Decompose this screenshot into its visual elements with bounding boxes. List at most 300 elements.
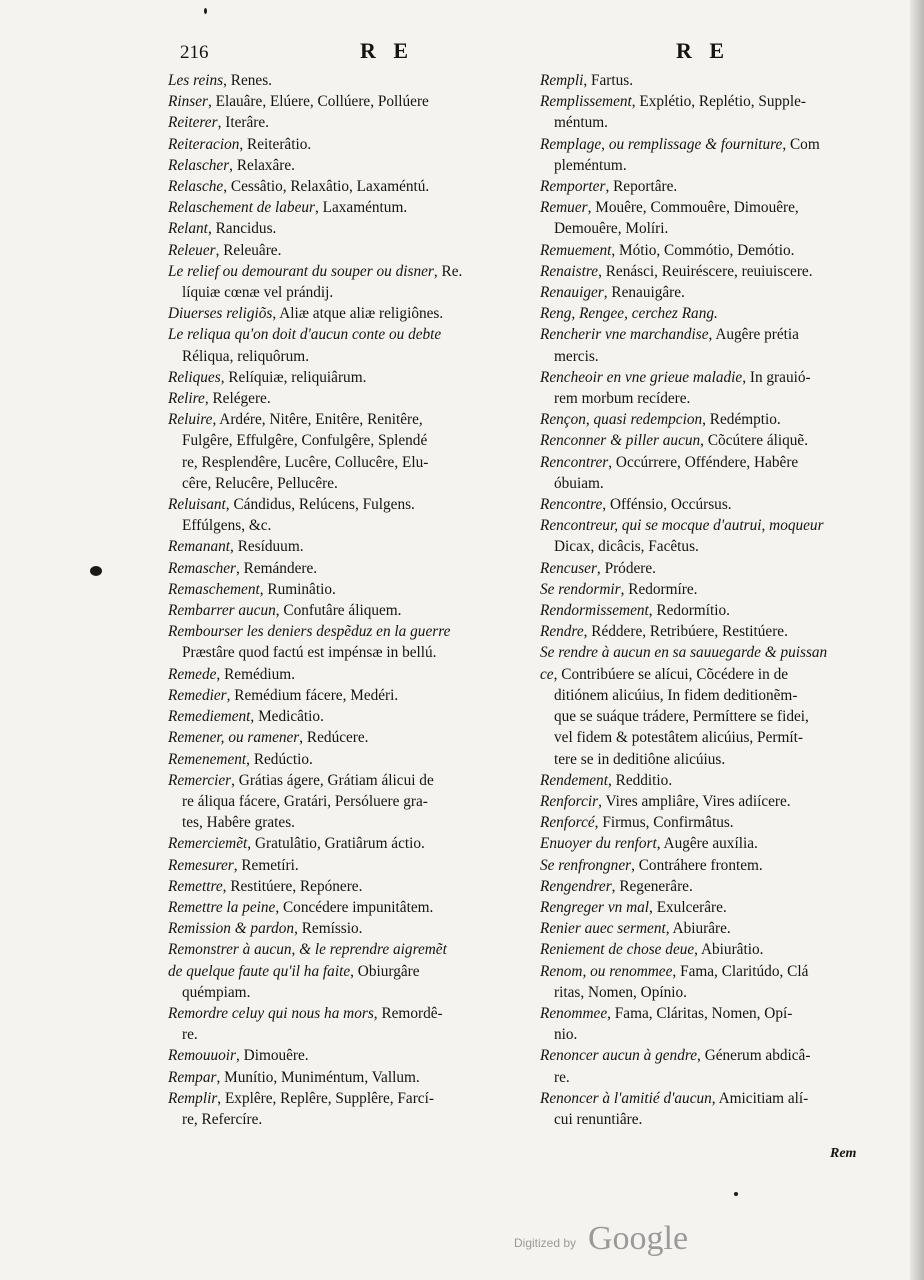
- separator: ,: [230, 538, 238, 556]
- separator: ,: [602, 496, 610, 514]
- dictionary-line: [168, 346, 524, 367]
- dictionary-line: [540, 155, 872, 176]
- headword: Remanant: [168, 538, 231, 556]
- headword: Rendre: [540, 623, 584, 641]
- separator: ,: [247, 835, 255, 853]
- dictionary-line: [540, 494, 872, 515]
- separator: ,: [350, 962, 358, 980]
- translation: Remíssio.: [301, 920, 363, 938]
- headword: Rembarrer aucun: [168, 602, 276, 620]
- headword: Rengreger vn mal: [540, 898, 650, 916]
- headword: Rencuser: [540, 559, 597, 577]
- translation: Remordê-: [381, 1004, 443, 1022]
- translation: Fama, Cláritas, Nomen, Opí-: [614, 1004, 793, 1022]
- translation: Laxaméntum.: [322, 199, 408, 217]
- headword: Releuer: [168, 241, 216, 259]
- dictionary-line: [168, 579, 524, 600]
- dictionary-line: [168, 452, 524, 473]
- headword: Renoncer à l'amitié d'aucun: [540, 1089, 712, 1107]
- headword: Se renfrongner: [540, 856, 632, 874]
- translation: re.: [554, 1068, 570, 1086]
- dictionary-line: [540, 134, 872, 155]
- dictionary-line: [168, 1045, 524, 1066]
- translation: Munítio, Muniméntum, Vallum.: [224, 1068, 420, 1086]
- dictionary-line: [540, 430, 872, 451]
- dictionary-line: [540, 918, 872, 939]
- translation: Réddere, Retribúere, Restitúere.: [591, 623, 788, 641]
- running-head-left: R E: [360, 38, 415, 63]
- separator: ,: [226, 686, 235, 704]
- translation: re áliqua fácere, Gratári, Persóluere gra-: [182, 792, 428, 810]
- separator: ,: [742, 368, 750, 386]
- translation: Resíduum.: [237, 538, 304, 556]
- translation: Redormítio.: [656, 602, 730, 620]
- translation: ditiónem alicúius, In fidem deditionẽm-: [554, 686, 798, 704]
- translation: Explêre, Replêre, Supplêre, Farcí-: [224, 1089, 434, 1107]
- separator: ,: [648, 602, 657, 620]
- translation: Iterâre.: [225, 114, 269, 132]
- headword: Rempli: [540, 72, 584, 89]
- separator: ,: [215, 241, 224, 259]
- dictionary-line: [540, 261, 872, 282]
- separator: ,: [611, 877, 620, 895]
- separator: ,: [708, 326, 716, 344]
- translation: Relíquiæ, reliquiârum.: [228, 368, 367, 386]
- dictionary-line: [168, 1109, 524, 1130]
- translation: Releuâre.: [223, 241, 282, 259]
- translation: tere se in deditiône alicúius.: [554, 750, 726, 768]
- dictionary-line: [168, 939, 524, 960]
- dictionary-line: [168, 876, 524, 897]
- dictionary-line: [540, 812, 872, 833]
- headword: Renom, ou renommee: [540, 962, 673, 980]
- translation: cêre, Relucêre, Pellucêre.: [182, 474, 338, 492]
- translation: ritas, Nomen, Opínio.: [554, 983, 687, 1001]
- separator: ,: [607, 1004, 615, 1022]
- dictionary-line: [540, 70, 872, 91]
- translation: Ruminâtio.: [267, 580, 336, 598]
- translation: méntum.: [554, 114, 608, 132]
- translation: Concédere impunitâtem.: [282, 898, 434, 916]
- translation: Mouêre, Commouêre, Dimouêre,: [595, 199, 799, 217]
- dictionary-line: [540, 749, 872, 770]
- dictionary-line: [540, 791, 872, 812]
- headword: Reng, Rengee, cerchez Rang.: [540, 305, 718, 323]
- separator: ,: [235, 1047, 244, 1065]
- digitized-label: Digitized by: [514, 1236, 577, 1250]
- dictionary-line: [540, 1024, 872, 1045]
- separator: ,: [233, 856, 242, 874]
- separator: ,: [294, 920, 302, 938]
- translation: re.: [182, 1026, 198, 1044]
- translation: Renes.: [230, 72, 272, 89]
- translation: Relégere.: [212, 390, 271, 408]
- headword: Remuer: [540, 199, 588, 217]
- translation: Rancidus.: [215, 220, 277, 238]
- separator: ,: [207, 93, 216, 111]
- separator: ,: [631, 856, 639, 874]
- headword: Rencherir vne marchandise: [540, 326, 709, 344]
- dictionary-line: [168, 261, 524, 282]
- dictionary-line: [540, 939, 872, 960]
- dictionary-line: [168, 155, 524, 176]
- dictionary-line: [540, 664, 872, 685]
- translation: re, Refercíre.: [182, 1110, 263, 1128]
- separator: ,: [608, 453, 616, 471]
- headword: Remascher: [168, 559, 236, 577]
- separator: ,: [231, 771, 239, 789]
- dictionary-line: [540, 515, 872, 536]
- translation: Regenerâre.: [619, 877, 693, 895]
- separator: ,: [246, 750, 254, 768]
- translation: Génerum abdicâ-: [704, 1047, 811, 1065]
- dictionary-line: [540, 388, 872, 409]
- headword: Remplissement: [540, 93, 632, 111]
- dictionary-line: [168, 197, 524, 218]
- separator: ,: [229, 156, 237, 174]
- translation: que se suáque trádere, Permíttere se fidei,: [554, 708, 809, 726]
- dictionary-line: [540, 346, 872, 367]
- translation: mercis.: [554, 347, 599, 365]
- separator: ,: [700, 432, 708, 450]
- dictionary-line: [540, 579, 872, 600]
- separator: ,: [697, 1047, 705, 1065]
- dictionary-line: [168, 1067, 524, 1088]
- translation: Remetíri.: [241, 856, 299, 874]
- dictionary-line: [540, 1109, 872, 1130]
- dictionary-line: [168, 833, 524, 854]
- separator: ,: [299, 729, 307, 747]
- dictionary-line: [168, 134, 524, 155]
- digitized-brand: Google: [588, 1220, 689, 1257]
- dictionary-line: [540, 897, 872, 918]
- dictionary-line: [540, 855, 872, 876]
- headword: Remordre celuy qui nous ha mors: [168, 1004, 374, 1022]
- dictionary-line: [540, 727, 872, 748]
- dictionary-line: [540, 324, 872, 345]
- separator: ,: [216, 1068, 225, 1086]
- translation: Præstâre quod factú est impénsæ in bellú.: [182, 644, 437, 662]
- translation: Effúlgens, &c.: [182, 517, 272, 535]
- separator: ,: [603, 284, 612, 302]
- translation: óbuiam.: [554, 474, 604, 492]
- left-column: [168, 70, 524, 1130]
- dictionary-line: [168, 642, 524, 663]
- separator: ,: [235, 559, 244, 577]
- translation: Grátias ágere, Grátiam álicui de: [238, 771, 434, 789]
- headword: Remission & pardon: [168, 920, 295, 938]
- translation: Ardére, Nitêre, Enitêre, Renitêre,: [219, 411, 423, 429]
- translation: Remédium.: [224, 665, 296, 683]
- translation: Renauigâre.: [611, 284, 685, 302]
- dictionary-line: [168, 685, 524, 706]
- headword: Renconner & piller aucun: [540, 432, 701, 450]
- dictionary-line: [168, 282, 524, 303]
- translation: Reiterâtio.: [247, 135, 312, 153]
- headword: Rengendrer: [540, 877, 612, 895]
- dictionary-line: [540, 240, 872, 261]
- translation: Restitúere, Repónere.: [230, 877, 363, 895]
- dictionary-line: [168, 558, 524, 579]
- dictionary-line: [540, 558, 872, 579]
- translation: vel fidem & potestâtem alicúius, Permít-: [554, 729, 803, 747]
- separator: ,: [665, 920, 673, 938]
- headword: Remenement: [168, 750, 247, 768]
- translation: In grauió-: [749, 368, 811, 386]
- translation: Redúcere.: [306, 729, 369, 747]
- translation: Obiurgâre: [357, 962, 420, 980]
- headword: Rinser: [168, 93, 208, 111]
- right-column: [540, 70, 872, 1130]
- separator: ,: [373, 1004, 382, 1022]
- translation: Redditio.: [615, 771, 673, 789]
- separator: ,: [212, 411, 220, 429]
- separator: ,: [217, 1089, 225, 1107]
- dictionary-line: [540, 1045, 872, 1066]
- dictionary-line: [168, 240, 524, 261]
- separator: ,: [275, 898, 283, 916]
- dictionary-line: [168, 961, 524, 982]
- translation: Fama, Claritúdo, Clá: [680, 962, 809, 980]
- dictionary-line: [168, 897, 524, 918]
- headword: Remouuoir: [168, 1047, 236, 1065]
- translation: Offénsio, Occúrsus.: [609, 496, 732, 514]
- separator: ,: [272, 305, 280, 323]
- headword: Reniement de chose deue: [540, 941, 695, 959]
- ink-speck: [204, 8, 207, 14]
- separator: ,: [220, 368, 229, 386]
- dictionary-line: [168, 621, 524, 642]
- separator: ,: [605, 178, 614, 196]
- translation: Fartus.: [591, 72, 634, 89]
- separator: ,: [314, 199, 323, 217]
- separator: ,: [656, 835, 664, 853]
- translation: Amicitiam alí-: [718, 1089, 809, 1107]
- headword: Rencheoir en vne grieue maladie: [540, 368, 743, 386]
- translation: Pródere.: [604, 559, 656, 577]
- dictionary-line: [540, 91, 872, 112]
- translation: Firmus, Confirmâtus.: [602, 814, 734, 832]
- translation: Vires ampliâre, Vires adiícere.: [605, 792, 791, 810]
- headword: Rembourser les deniers despẽduz en la guerre: [168, 623, 451, 641]
- separator: ,: [216, 665, 225, 683]
- headword: Le reliqua qu'on doit d'aucun conte ou debte: [168, 326, 442, 344]
- separator: ,: [259, 580, 268, 598]
- dictionary-line: [540, 600, 872, 621]
- dictionary-line: [540, 303, 872, 324]
- dictionary-line: [168, 324, 524, 345]
- translation: rem morbum recídere.: [554, 390, 691, 408]
- translation: Remándere.: [243, 559, 318, 577]
- headword: Diuerses religiõs: [168, 305, 273, 323]
- separator: ,: [207, 220, 216, 238]
- separator: ,: [553, 665, 562, 683]
- dictionary-line: [540, 642, 872, 663]
- headword: Renforcé: [540, 814, 595, 832]
- dictionary-line: [168, 855, 524, 876]
- headword: Se rendre à aucun en sa sauuegarde & puissan: [540, 644, 828, 662]
- separator: ,: [649, 898, 657, 916]
- translation: Exulcerâre.: [656, 898, 727, 916]
- translation: Com: [789, 135, 820, 153]
- headword: Remesurer: [168, 856, 234, 874]
- dictionary-line: [168, 982, 524, 1003]
- headword: Renaistre: [540, 262, 599, 280]
- dictionary-line: [168, 791, 524, 812]
- separator: ,: [223, 178, 231, 196]
- dictionary-line: [540, 1067, 872, 1088]
- page-edge: [910, 0, 924, 1280]
- page-header: [0, 36, 924, 70]
- dictionary-line: [168, 515, 524, 536]
- separator: ,: [594, 814, 603, 832]
- page-number: 216: [180, 42, 209, 63]
- ink-blot: [90, 566, 102, 576]
- translation: líquiæ cœnæ vel prándij.: [182, 284, 334, 302]
- headword: Remonstrer à aucun, & le reprendre aigremẽt: [168, 941, 447, 959]
- translation: Cándidus, Relúcens, Fulgens.: [233, 496, 415, 514]
- translation: Abiurâtio.: [700, 941, 764, 959]
- dictionary-line: [168, 91, 524, 112]
- headword: Rençon, quasi redempcion: [540, 411, 703, 429]
- headword: Rencontrer: [540, 453, 609, 471]
- headword: Relasche: [168, 178, 224, 196]
- translation: Dicax, dicâcis, Facêtus.: [554, 538, 699, 556]
- headword: Relant: [168, 220, 208, 238]
- separator: ,: [223, 72, 231, 89]
- translation: Fulgêre, Effulgêre, Confulgêre, Splendé: [182, 432, 428, 450]
- dictionary-line: [540, 409, 872, 430]
- dictionary-line: [168, 176, 524, 197]
- dictionary-line: [540, 982, 872, 1003]
- translation: Abiurâre.: [672, 920, 731, 938]
- dictionary-line: [540, 112, 872, 133]
- separator: ,: [782, 135, 790, 153]
- dictionary-line: [168, 494, 524, 515]
- headword: Remercier: [168, 771, 232, 789]
- dictionary-line: [168, 70, 524, 91]
- separator: ,: [250, 708, 259, 726]
- dictionary-line: [168, 112, 524, 133]
- separator: ,: [596, 559, 605, 577]
- separator: ,: [239, 135, 248, 153]
- headword: Remerciemẽt: [168, 835, 248, 853]
- headword: Renommee: [540, 1004, 608, 1022]
- translation: Renásci, Reuiréscere, reuiuiscere.: [605, 262, 813, 280]
- separator: ,: [275, 602, 284, 620]
- translation: Mótio, Commótio, Demótio.: [619, 241, 795, 259]
- dictionary-line: [168, 600, 524, 621]
- dictionary-line: [540, 1088, 872, 1109]
- headword: Enuoyer du renfort: [540, 835, 657, 853]
- separator: ,: [598, 262, 606, 280]
- headword: Rendement: [540, 771, 608, 789]
- headword: Reiteracion: [168, 135, 240, 153]
- headword: Rencontre: [540, 496, 603, 514]
- translation: re, Resplendêre, Lucêre, Collucêre, Elu-: [182, 453, 429, 471]
- translation: Réliqua, reliquôrum.: [182, 347, 310, 365]
- dictionary-line: [168, 303, 524, 324]
- headword: Rencontreur, qui se mocque d'autrui, moqueur: [540, 517, 824, 535]
- separator: ,: [583, 623, 592, 641]
- translation: Cõcútere áliquẽ.: [707, 432, 809, 450]
- dictionary-line: [540, 685, 872, 706]
- translation: pleméntum.: [554, 156, 627, 174]
- dictionary-line: [540, 706, 872, 727]
- dictionary-line: [540, 367, 872, 388]
- translation: Contribúere se alícui, Cõcédere in de: [561, 665, 789, 683]
- translation: Contráhere frontem.: [638, 856, 763, 874]
- translation: Cessâtio, Relaxâtio, Laxaméntú.: [230, 178, 430, 196]
- headword: Les reins: [168, 72, 224, 89]
- translation: Medicâtio.: [258, 708, 324, 726]
- translation: Augêre prétia: [715, 326, 799, 344]
- translation: Elauâre, Elúere, Collúere, Pollúere: [215, 93, 429, 111]
- separator: ,: [225, 496, 234, 514]
- dictionary-line: [540, 176, 872, 197]
- translation: Demouêre, Molíri.: [554, 220, 669, 238]
- headword: de quelque faute qu'il ha faite: [168, 962, 351, 980]
- running-head-right: R E: [676, 38, 731, 63]
- translation: tes, Habêre grates.: [182, 814, 295, 832]
- separator: ,: [611, 241, 620, 259]
- translation: Occúrrere, Offéndere, Habêre: [615, 453, 799, 471]
- headword: Reiterer: [168, 114, 218, 132]
- dictionary-line: [168, 1088, 524, 1109]
- separator: ,: [583, 72, 591, 89]
- dictionary-line: [168, 770, 524, 791]
- dictionary-line: [168, 388, 524, 409]
- headword: Relaschement de labeur: [168, 199, 315, 217]
- separator: ,: [433, 262, 442, 280]
- translation: Explétio, Replétio, Supple-: [639, 93, 806, 111]
- translation: Reportâre.: [613, 178, 678, 196]
- dictionary-line: [168, 1024, 524, 1045]
- dictionary-line: [540, 197, 872, 218]
- dictionary-line: [168, 409, 524, 430]
- separator: ,: [222, 877, 231, 895]
- translation: Gratulâtio, Gratiârum áctio.: [254, 835, 425, 853]
- dictionary-line: [168, 727, 524, 748]
- translation: Dimouêre.: [243, 1047, 309, 1065]
- headword: Remporter: [540, 178, 606, 196]
- dictionary-line: [168, 749, 524, 770]
- dictionary-line: [168, 706, 524, 727]
- dictionary-line: [540, 876, 872, 897]
- separator: ,: [694, 941, 701, 959]
- separator: ,: [607, 771, 616, 789]
- dictionary-line: [540, 452, 872, 473]
- dictionary-line: [540, 833, 872, 854]
- separator: ,: [711, 1089, 719, 1107]
- headword: Remede: [168, 665, 217, 683]
- headword: Renoncer aucun à gendre: [540, 1047, 698, 1065]
- dictionary-line: [540, 536, 872, 557]
- headword: Se rendormir: [540, 580, 621, 598]
- translation: nio.: [554, 1026, 578, 1044]
- dictionary-line: [540, 282, 872, 303]
- dictionary-line: [540, 621, 872, 642]
- dictionary-line: [540, 218, 872, 239]
- translation: Confutâre áliquem.: [283, 602, 402, 620]
- translation: Relaxâre.: [236, 156, 296, 174]
- headword: Rendormissement: [540, 602, 649, 620]
- separator: ,: [217, 114, 226, 132]
- headword: Remedier: [168, 686, 227, 704]
- dictionary-line: [540, 770, 872, 791]
- translation: Redémptio.: [709, 411, 781, 429]
- dictionary-line: [540, 961, 872, 982]
